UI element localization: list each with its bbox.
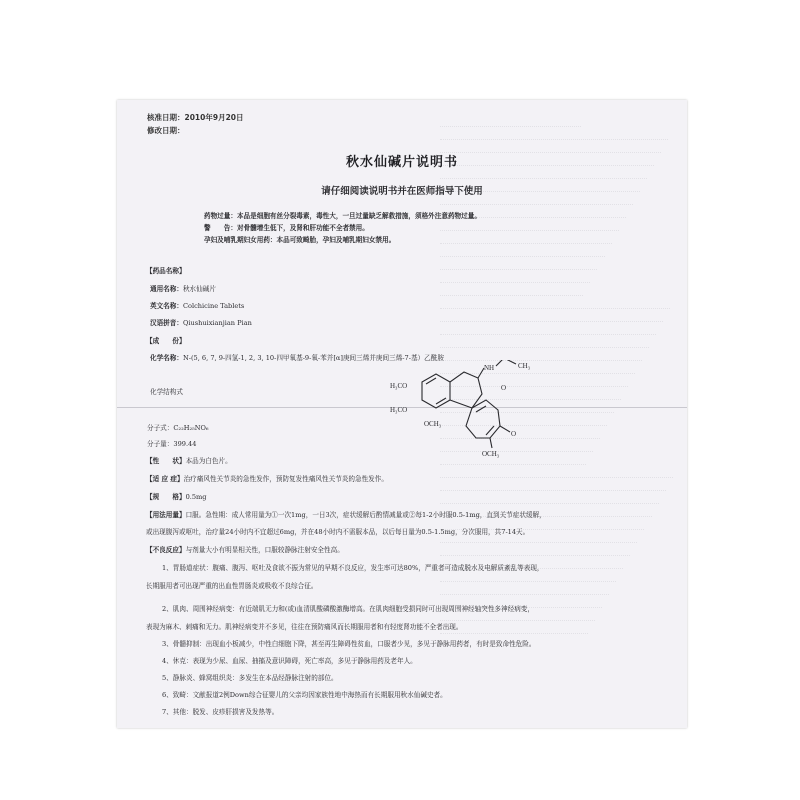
bleed-through-line [440, 269, 597, 276]
section-adverse-reactions [146, 544, 344, 554]
ring-a [422, 374, 450, 408]
bleed-through-line [440, 308, 670, 315]
bleed-through-line [440, 243, 612, 250]
common-name-label: 通用名称： [150, 285, 183, 293]
bleed-through-line [440, 256, 605, 263]
methoxy-group-2: H₃CO [390, 406, 408, 414]
document-subtitle: 请仔细阅读说明书并在医师指导下使用 [321, 186, 483, 197]
bleed-through-line [440, 321, 663, 328]
section-specification [146, 491, 207, 501]
warning-text: 对骨髓增生低下，及肾和肝功能不全者禁用。 [236, 224, 369, 232]
methoxy-group-4: OCH₃ [482, 450, 500, 458]
approve-date: 核准日期：2010年9月20日 [147, 113, 244, 122]
bleed-through-line [440, 334, 656, 341]
carbonyl-oxygen-1: O [501, 384, 507, 392]
adverse-item: 2、肌肉、周围神经病变：有近端肌无力和(或)血清肌酸磷酸激酶增高。在肌肉细胞受损同时可出现周围神经轴突性多神经病变， [162, 605, 534, 613]
molecular-weight-value: 399.44 [173, 440, 197, 448]
bleed-through-line [440, 620, 595, 627]
section-label: 【性 状】 [146, 457, 186, 465]
ring-c [466, 400, 500, 438]
section-ingredients [146, 335, 186, 345]
pinyin-name-label: 汉语拼音： [150, 319, 183, 327]
colchicine-structure-diagram [372, 360, 542, 460]
bleed-through-line [440, 594, 609, 601]
formula-row [147, 422, 209, 432]
bleed-through-line [440, 126, 581, 133]
section-properties [146, 455, 232, 465]
pinyin-name-value: Qiushuixianjian Pian [182, 319, 252, 327]
section-drug-name [146, 265, 186, 275]
section-text: 0.5mg [185, 493, 207, 501]
bleed-through-line [440, 581, 616, 588]
section-label: 【适 应 症】 [146, 475, 184, 483]
adverse-item: 6、致畸：文献报道2例Down综合征婴儿的父亲均因家族性地中海热而有长期服用秋水仙碱史者。 [162, 691, 447, 699]
adverse-item: 7、其他：脱发、皮疹肝损害及发热等。 [162, 708, 279, 716]
usage-line-2: 或出现腹泻或呕吐，治疗量24小时内不宜超过6mg，并在48小时内不需服本品，以后每日量为0.5-1.5mg，分次服用，共7-14天。 [146, 528, 530, 536]
section-label: 【规 格】 [146, 493, 186, 501]
adverse-item: 5、静脉炎、蜂窝组织炎：多发生在本品经静脉注射的部位。 [162, 674, 338, 682]
bleed-through-line [440, 282, 590, 289]
section-text: 与剂量大小有明显相关性，口服较静脉注射安全性高。 [185, 546, 344, 554]
warning-overdose [204, 210, 481, 220]
molecular-weight-label: 分子量： [147, 440, 174, 448]
warning-text: 本品是细胞有丝分裂毒素，毒性大，一旦过量缺乏解救措施，须格外注意药物过量。 [236, 212, 481, 220]
bleed-through-line [440, 295, 583, 302]
common-name-row [150, 283, 216, 293]
section-text: 治疗痛风性关节炎的急性发作，预防复发性痛风性关节炎的急性发作。 [183, 475, 388, 483]
section-usage [146, 509, 546, 519]
bleed-through-line [440, 542, 637, 549]
english-name-value: Colchicine Tablets [182, 302, 245, 310]
structure-label: 化学结构式 [150, 388, 183, 396]
warning-pregnancy [204, 234, 395, 244]
usage-line-1: 口服。急性期：成人常用量为①一次1mg，一日3次，症状缓解后酌情减量或②每1-2小时服0.5-1mg，直到关节症状缓解， [185, 511, 546, 519]
revise-date: 修改日期： [147, 126, 185, 135]
methoxy-group-3: OCH₃ [424, 420, 442, 428]
adverse-item: 3、骨髓抑制：出现血小板减少，中性白细胞下降，甚至再生障碍性贫血，口服者少见，多见于静脉用药者，有时是致命性危险。 [162, 640, 536, 648]
carbonyl-oxygen-2: O [511, 430, 517, 438]
bleed-through-line [440, 490, 666, 497]
bleed-through-line [440, 464, 586, 471]
section-label: 【用法用量】 [146, 511, 186, 519]
common-name-value: 秋水仙碱片 [182, 285, 216, 293]
molecular-weight-row [147, 438, 196, 448]
warning-text: 孕妇及哺乳期妇女用药：本品可致畸胎，孕妇及哺乳期妇女禁用。 [204, 236, 396, 244]
chemical-name-value: N-(5, 6, 7, 9-四氢-1, 2, 3, 10-四甲氧基-9-氧-苯并[α]庚间三烯并庚间三烯-7-基）乙酰胺 [182, 354, 444, 362]
section-label: 【不良反应】 [146, 546, 186, 554]
section-text: 本品为白色片。 [185, 457, 232, 465]
section-label: 【成 份】 [146, 337, 186, 345]
formula-label: 分子式： [147, 424, 174, 432]
english-name-row [150, 300, 244, 310]
bleed-through-line [440, 477, 673, 484]
adverse-item: 长期服用者可出现严重的出血性胃肠炎或吸收不良综合征。 [146, 582, 318, 590]
bleed-through-line [440, 139, 668, 146]
warning-caution [204, 222, 369, 232]
warning-label: 警 告： [204, 224, 237, 232]
amide-nh: NH [484, 364, 495, 372]
methoxy-group-1: H₃CO [390, 382, 408, 390]
bleed-through-line [440, 230, 619, 237]
chemical-name-label: 化学名称： [150, 354, 183, 362]
adverse-item: 表现为麻木、刺痛和无力。肌神经病变并不多见，往往在预防痛风而长期服用者和有轻度肾功能不全者出现。 [146, 623, 463, 631]
adverse-item: 1、胃肠道症状：腹痛、腹泻、呕吐及食欲不振为常见的早期不良反应，发生率可达80%，严重者可造成脱水及电解质紊乱等表现， [162, 564, 544, 572]
methyl-group: CH₃ [518, 362, 531, 370]
formula-value: C₂₂H₂₅NO₆ [173, 424, 209, 432]
pinyin-name-row [150, 317, 252, 327]
section-label: 【药品名称】 [146, 267, 186, 275]
bleed-through-line [440, 347, 649, 354]
adverse-item: 4、休克：表现为少尿、血尿、抽搐及意识障碍，死亡率高，多见于静脉用药及老年人。 [162, 657, 417, 665]
warning-label: 药物过量： [204, 212, 237, 220]
english-name-label: 英文名称： [150, 302, 183, 310]
document-title: 秋水仙碱片说明书 [345, 155, 458, 170]
ring-b [450, 372, 482, 408]
bleed-through-line [440, 555, 630, 562]
section-indication [146, 473, 388, 483]
